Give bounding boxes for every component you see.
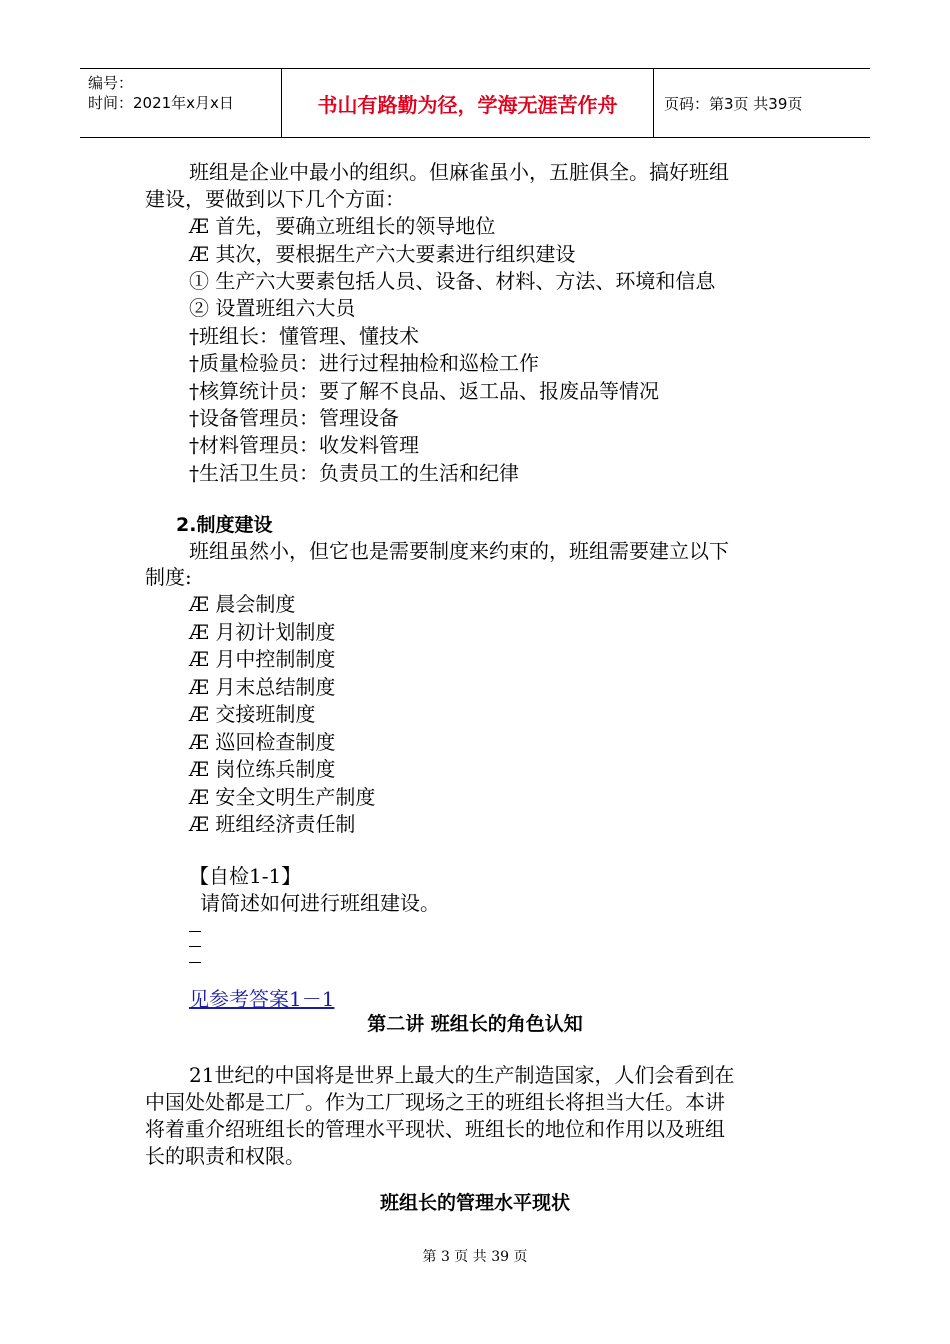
subsection-title: 班组长的管理水平现状 bbox=[379, 1192, 570, 1214]
role-item: †核算统计员：要了解不良品、返工品、报废品等情况 bbox=[189, 379, 659, 403]
role-item: †生活卫生员：负责员工的生活和纪律 bbox=[189, 461, 519, 485]
lecture-2-paragraph-line: 长的职责和权限。 bbox=[145, 1144, 305, 1168]
system-item: Æ 月中控制制度 bbox=[189, 647, 336, 671]
intro-line-1: 班组是企业中最小的组织。但麻雀虽小，五脏俱全。搞好班组 bbox=[189, 160, 729, 184]
point-item: ② 设置班组六大员 bbox=[189, 296, 356, 320]
header-number: 编号： bbox=[88, 74, 134, 92]
answer-blank-line bbox=[189, 946, 201, 947]
system-item: Æ 月初计划制度 bbox=[189, 620, 336, 644]
section-2-line-2: 制度: bbox=[145, 565, 192, 589]
header-page-info: 页码：第3页 共39页 bbox=[664, 94, 803, 113]
header-motto: 书山有路勤为径，学海无涯苦作舟 bbox=[282, 69, 654, 137]
system-item: Æ 安全文明生产制度 bbox=[189, 785, 376, 809]
header-time: 时间：2021年x月x日 bbox=[88, 94, 234, 112]
system-item: Æ 交接班制度 bbox=[189, 702, 316, 726]
system-item: Æ 班组经济责任制 bbox=[189, 812, 356, 836]
system-item: Æ 晨会制度 bbox=[189, 592, 296, 616]
header-meta bbox=[80, 69, 282, 137]
section-2-line-1: 班组虽然小，但它也是需要制度来约束的，班组需要建立以下 bbox=[189, 539, 729, 563]
lecture-2-paragraph-line: 中国处处都是工厂。作为工厂现场之王的班组长将担当大任。本讲 bbox=[145, 1090, 725, 1114]
answer-blank-line bbox=[189, 931, 201, 932]
selfcheck-title: 【自检1-1】 bbox=[189, 864, 302, 888]
role-item: †设备管理员：管理设备 bbox=[189, 406, 399, 430]
role-item: †材料管理员：收发料管理 bbox=[189, 433, 419, 457]
answer-blank-line bbox=[189, 962, 201, 963]
point-item: ① 生产六大要素包括人员、设备、材料、方法、环境和信息 bbox=[189, 269, 716, 293]
lecture-2-title: 第二讲 班组长的角色认知 bbox=[367, 1013, 583, 1035]
section-2-title: 2.制度建设 bbox=[176, 514, 273, 536]
lecture-2-paragraph-line: 将着重介绍班组长的管理水平现状、班组长的地位和作用以及班组 bbox=[145, 1117, 725, 1141]
role-item: †质量检验员：进行过程抽检和巡检工作 bbox=[189, 351, 539, 375]
intro-line-2: 建设，要做到以下几个方面： bbox=[145, 187, 405, 211]
system-item: Æ 巡回检查制度 bbox=[189, 730, 336, 754]
role-item: †班组长：懂管理、懂技术 bbox=[189, 324, 419, 348]
lecture-2-paragraph-line: 21世纪的中国将是世界上最大的生产制造国家，人们会看到在 bbox=[189, 1063, 735, 1087]
system-item: Æ 月末总结制度 bbox=[189, 675, 336, 699]
point-item: Æ 其次，要根据生产六大要素进行组织建设 bbox=[189, 242, 576, 266]
page-footer: 第 3 页 共 39 页 bbox=[422, 1249, 528, 1265]
selfcheck-question: 请简述如何进行班组建设。 bbox=[200, 891, 440, 915]
answer-link[interactable]: 见参考答案1－1 bbox=[189, 987, 335, 1011]
page-header bbox=[80, 68, 870, 138]
system-item: Æ 岗位练兵制度 bbox=[189, 757, 336, 781]
point-item: Æ 首先，要确立班组长的领导地位 bbox=[189, 214, 496, 238]
